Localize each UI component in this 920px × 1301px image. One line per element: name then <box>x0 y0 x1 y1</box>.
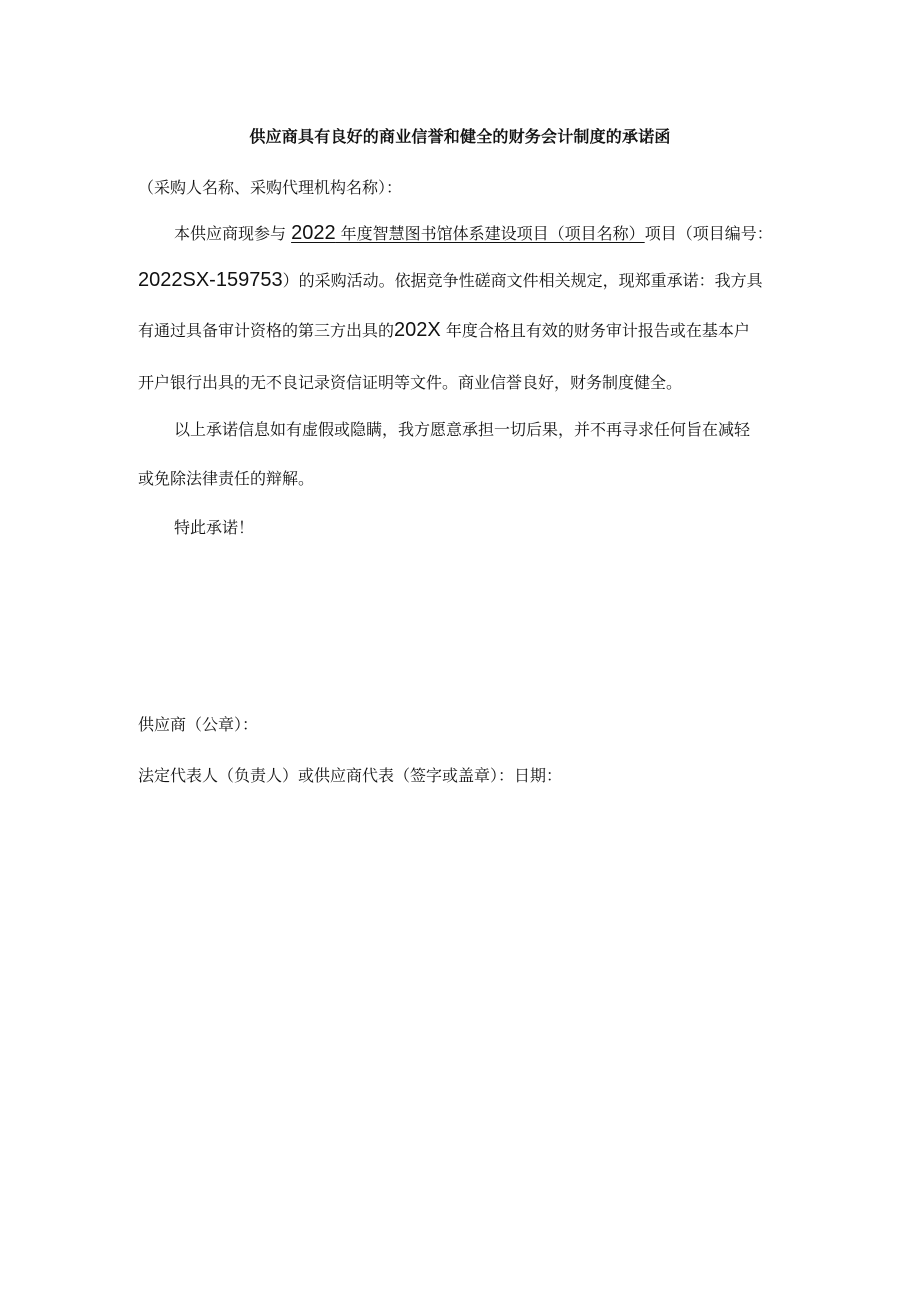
project-name: 年度智慧图书馆体系建设项目（项目名称） <box>335 224 645 243</box>
audit-year: 202X <box>394 319 441 341</box>
addressee: （采购人名称、采购代理机构名称）： <box>138 178 403 197</box>
supplier-seal-label: 供应商（公章）： <box>138 715 259 734</box>
paragraph2-line2: 或免除法律责任的辩解。 <box>138 469 315 488</box>
paragraph1-line1 <box>174 221 824 245</box>
paragraph2-line1: 以上承诺信息如有虚假或隐瞒，我方愿意承担一切后果，并不再寻求任何旨在减轻 <box>174 420 751 439</box>
project-year: 2022 <box>291 222 336 244</box>
project-name-underlined <box>291 224 645 243</box>
p1-intro: 本供应商现参与 <box>174 224 292 243</box>
document-title: 供应商具有良好的商业信誉和健全的财务会计制度的承诺函 <box>249 127 671 146</box>
p1-project-after: 项目（项目编号： <box>644 224 773 243</box>
paragraph1-line3 <box>138 318 788 342</box>
closing-statement: 特此承诺！ <box>174 518 255 537</box>
p1-line2-rest: ）的采购活动。依据竞争性磋商文件相关规定，现郑重承诺：我方具 <box>282 271 763 290</box>
representative-date-label: 法定代表人（负责人）或供应商代表（签字或盖章）：日期： <box>138 766 563 785</box>
project-code: 2022SX-159753 <box>138 269 283 291</box>
paragraph1-line4: 开户银行出具的无不良记录资信证明等文件。商业信誉良好，财务制度健全。 <box>138 373 683 392</box>
p1-line3-a: 有通过具备审计资格的第三方出具的 <box>138 321 395 340</box>
p1-line3-b: 年度合格且有效的财务审计报告或在基本户 <box>440 321 750 340</box>
paragraph1-line2 <box>138 268 788 292</box>
